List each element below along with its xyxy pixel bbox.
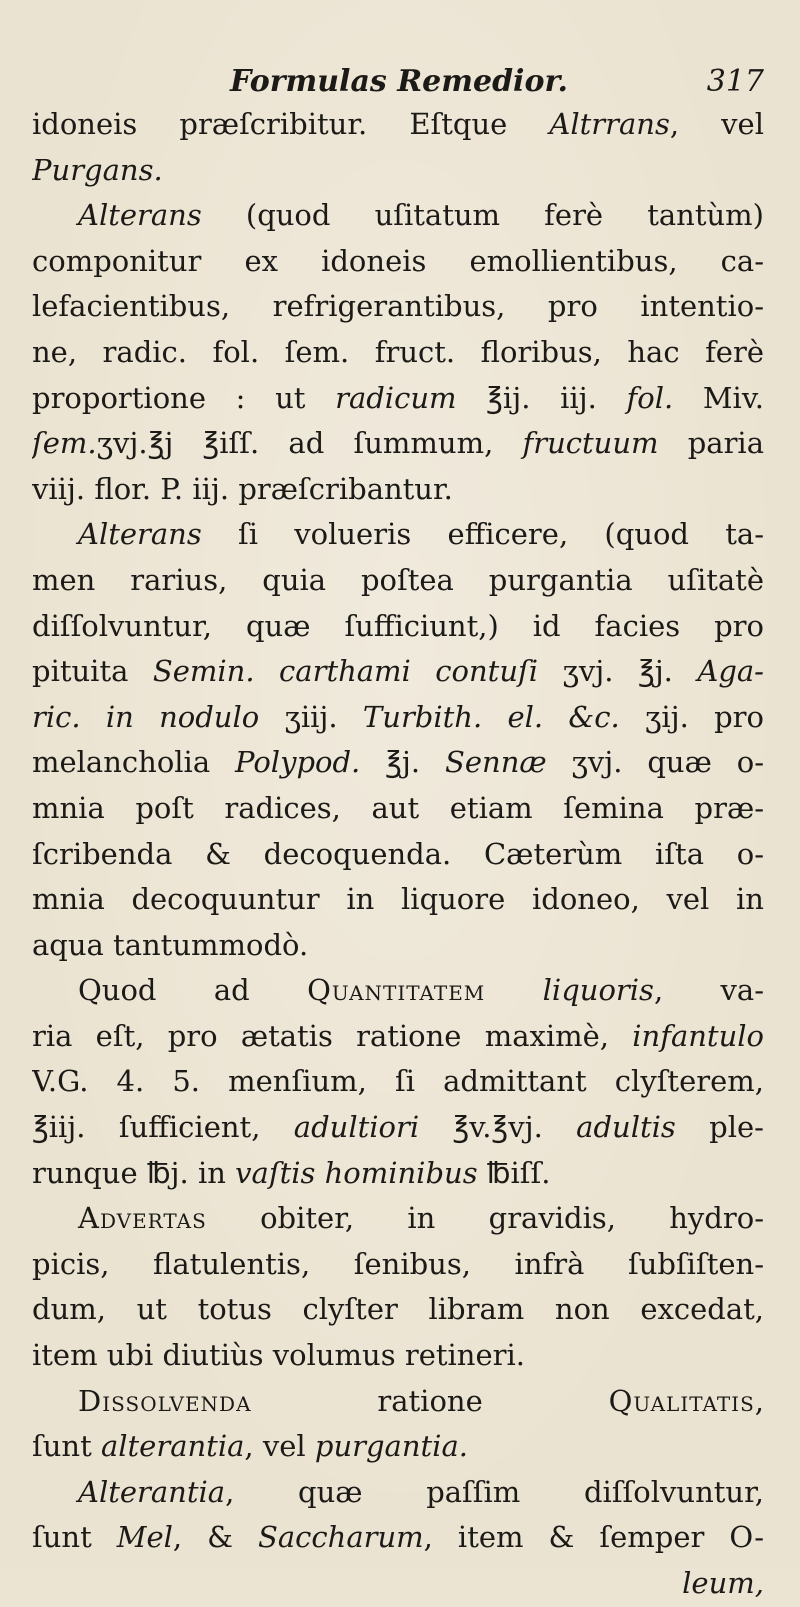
italic-text: radicum [335, 380, 457, 415]
text-run: ʒvj. quæ o- [546, 745, 764, 780]
text-line [32, 1151, 764, 1197]
italic-text: ſem. [32, 426, 97, 461]
text-run: ℔iſſ. [477, 1155, 551, 1190]
text-run: obiter, in gravidis, hydro- [206, 1201, 764, 1236]
italic-text: adultis [576, 1110, 676, 1145]
text-run: runque ℔j. in [32, 1155, 236, 1190]
text-run: V.G. 4. 5. menſium, ſi admittant clyſterem, [32, 1064, 764, 1099]
text-run: , vel [669, 107, 764, 141]
text-run: picis, flatulentis, ſenibus, infrà ſubſiſten- [32, 1246, 764, 1281]
text-line [32, 877, 764, 923]
text-run: ſcribenda & decoquenda. Cæterùm iſta o- [32, 836, 764, 871]
italic-text: Aga- [697, 654, 764, 689]
small-caps-text: Dissolvenda [78, 1383, 252, 1418]
italic-text: purgantia. [314, 1429, 468, 1464]
text-line [32, 512, 764, 558]
text-run: , item & ſemper O- [423, 1520, 764, 1555]
text-run: lefacientibus, refrigerantibus, pro intentio- [32, 289, 764, 324]
text-line [32, 1196, 764, 1242]
text-line [32, 968, 764, 1014]
italic-text: Mel [116, 1520, 173, 1555]
italic-text: Polypod. [235, 745, 361, 780]
text-line [32, 1470, 764, 1516]
italic-text: alterantia [100, 1429, 245, 1464]
page-number: 317 [706, 64, 764, 99]
text-run: ratione [251, 1383, 609, 1418]
text-run: mnia decoquuntur in liquore idoneo, vel in [32, 882, 764, 917]
text-run: ʒij. pro [619, 699, 764, 734]
italic-text: ric. in nodulo [32, 699, 260, 734]
text-run: , va- [653, 973, 764, 1008]
text-line [32, 1242, 764, 1288]
text-run: ʒvj.℥j ℥iſſ. ad ſummum, [96, 426, 523, 461]
text-line [32, 467, 764, 513]
text-run: viij. flor. P. iij. præſcribantur. [32, 471, 453, 506]
text-line [32, 1333, 764, 1379]
text-run: mnia poſt radices, aut etiam ſemina præ- [32, 790, 764, 825]
text-run: men rarius, quia poſtea purgantia uſitatè [32, 562, 764, 597]
text-run: ſunt [32, 1520, 117, 1555]
text-run: , vel [244, 1429, 315, 1464]
text-line [32, 1515, 764, 1561]
running-title: Formulas Remedior. [230, 64, 568, 99]
italic-text: fol. [626, 380, 674, 415]
italic-text: Purgans. [32, 152, 163, 187]
small-caps-text: Advertas [78, 1201, 207, 1236]
text-run: ſunt [32, 1429, 101, 1464]
text-line [32, 695, 764, 741]
text-line [32, 330, 764, 376]
text-line [32, 102, 764, 148]
italic-text: vaſtis hominibus [235, 1155, 478, 1190]
text-run: ℥ij. iij. [456, 380, 627, 415]
text-run: melancholia [32, 745, 235, 780]
text-line [32, 148, 764, 194]
text-run: (quod uſitatum ferè tantùm) [201, 198, 764, 233]
text-run: dum, ut totus clyſter libram non excedat, [32, 1292, 764, 1327]
text-run: ℥iij. ſufficient, [32, 1110, 294, 1145]
text-run: ple- [675, 1110, 764, 1145]
text-run: ria eſt, pro ætatis ratione maximè, [32, 1018, 633, 1053]
text-run: ℥v.℥vj. [419, 1110, 577, 1145]
text-run [485, 973, 542, 1007]
text-line [32, 1424, 764, 1470]
text-line [32, 193, 764, 239]
text-run: componitur ex idoneis emollientibus, ca- [32, 243, 764, 278]
italic-text: Saccharum [258, 1520, 424, 1555]
text-run: , [754, 1383, 764, 1418]
text-run: ℥j. [360, 745, 445, 780]
text-run: ne, radic. fol. ſem. fruct. floribus, hac ferè [32, 334, 764, 369]
text-line [32, 1379, 764, 1425]
text-line [32, 376, 764, 422]
italic-text: Alterantia [78, 1474, 226, 1509]
text-run: pituita [32, 654, 153, 689]
italic-text: adultiori [293, 1110, 420, 1145]
text-line [32, 1059, 764, 1105]
text-line [32, 786, 764, 832]
text-run: Miv. [673, 380, 764, 415]
text-line [32, 649, 764, 695]
text-line [32, 284, 764, 330]
text-run: proportione : ut [32, 380, 336, 415]
italic-text: Turbith. el. &c. [362, 699, 620, 734]
text-run: diſſolvuntur, quæ ſufficiunt,) id facies pro [32, 608, 764, 643]
text-line [32, 923, 764, 969]
italic-text: Alterans [78, 198, 202, 233]
text-run: idoneis præſcribitur. Eſtque [32, 107, 550, 141]
italic-text: infantulo [632, 1018, 764, 1053]
text-line [32, 832, 764, 878]
body-text [32, 102, 764, 1607]
running-head [34, 60, 764, 104]
text-run: , & [172, 1520, 259, 1555]
text-run: item ubi diutiùs volumus retineri. [32, 1338, 525, 1373]
text-run: aqua tantummodò. [32, 927, 309, 962]
small-caps-text: Quantitatem [307, 973, 486, 1008]
italic-text: liquoris [542, 973, 654, 1008]
text-run: ſi volueris efficere, (quod ta- [201, 517, 764, 552]
text-run: ʒvj. ℥j. [538, 654, 698, 689]
italic-text: Sennæ [444, 745, 547, 780]
italic-text: Semin. carthami contuſi [152, 654, 539, 689]
text-line [32, 421, 764, 467]
text-line [32, 558, 764, 604]
italic-text: Altrrans [549, 107, 670, 141]
text-run: , quæ paſſim diſſolvuntur, [225, 1474, 764, 1509]
text-line [32, 1014, 764, 1060]
italic-text: fructuum [522, 426, 659, 461]
text-line [32, 604, 764, 650]
text-line [32, 1105, 764, 1151]
text-line [32, 239, 764, 285]
text-run: Quod ad [78, 973, 308, 1008]
small-caps-text: Qualitatis [608, 1383, 755, 1418]
italic-text: Alterans [78, 517, 202, 552]
text-line [32, 740, 764, 786]
italic-text: leum, [682, 1566, 764, 1600]
text-run: paria [658, 426, 764, 461]
text-run: ʒiij. [259, 699, 363, 734]
text-line [32, 1287, 764, 1333]
